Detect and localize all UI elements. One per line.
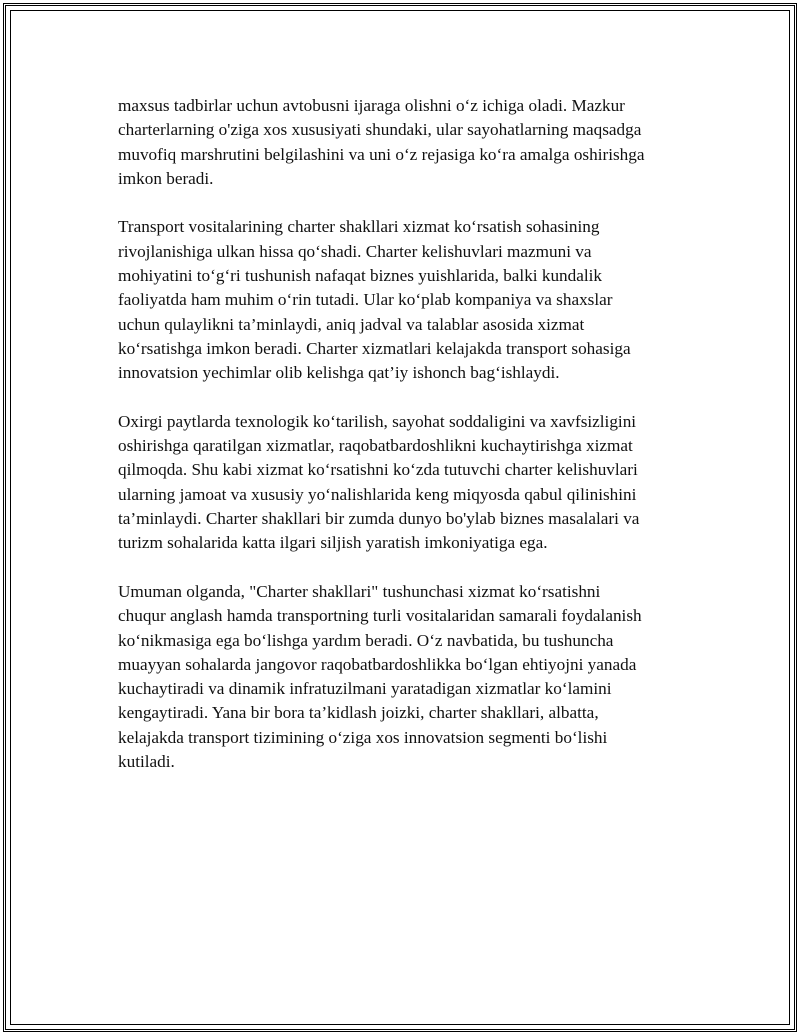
paragraph-technological-rise: Oxirgi paytlarda texnologik ko‘tarilish, sayohat soddaligini va xavfsizligini oshirishga qaratilgan xizmatlar, raqobatbardoshlikni kuchaytirishga xizmat qilmoqda. Shu kabi xizmat ko‘rsatishni ko‘zda tutuvchi charter kelishuvlari ularning jamoat va xususiy yo‘nalishlarida keng miqyosda qabul qilinishini ta’minlaydi. Charter shakllari bir zumda dunyo bo'ylab biznes masalalari va turizm sohalarida katta ilgari siljish yaratish imkoniyatiga ega.: [118, 411, 640, 553]
paragraph-charter-forms-contribution: Transport vositalarining charter shakllari xizmat ko‘rsatish sohasining rivojlanishiga ulkan hissa qo‘shadi. Charter kelishuvlari mazmuni va mohiyatini to‘g‘ri tushunish nafaqat biznes yuishlarida, balki kundalik faoliyatda ham muhim o‘rin tutadi. Ular ko‘plab kompaniya va shaxslar uchun qulaylikni ta’minlaydi, aniq jadval va talablar asosida xizmat ko‘rsatishga imkon beradi. Charter xizmatlari kelajakda transport sohasiga innovatsion yechimlar olib kelishga qat’iy ishonch bag‘ishlaydi.: [118, 217, 631, 383]
document-body: [118, 94, 708, 799]
paragraph-continuation: maxsus tadbirlar uchun avtobusni ijaraga olishni o‘z ichiga oladi. Mazkur charterlarning o'ziga xos xususiyati shundaki, ular sayohatlarning maqsadga muvofiq marshrutini belgilashini va uni o‘z rejasiga ko‘ra amalga oshirishga imkon beradi.: [118, 96, 645, 188]
paragraph-conclusion: Umuman olganda, "Charter shakllari" tushunchasi xizmat ko‘rsatishni chuqur anglash hamda transportning turli vositalaridan samarali foydalanish ko‘nikmasiga ega bo‘lishga yardım beradi. O‘z navbatida, bu tushuncha muayyan sohalarda jangovor raqobatbardoshlikka bo‘lgan ehtiyojni yanada kuchaytiradi va dinamik infratuzilmani yaratadigan xizmatlar ko‘lamini kengaytiradi. Yana bir bora ta’kidlash joizki, charter shakllari, albatta, kelajakda transport tizimining o‘ziga xos innovatsion segmenti bo‘lishi kutiladi.: [118, 581, 642, 772]
